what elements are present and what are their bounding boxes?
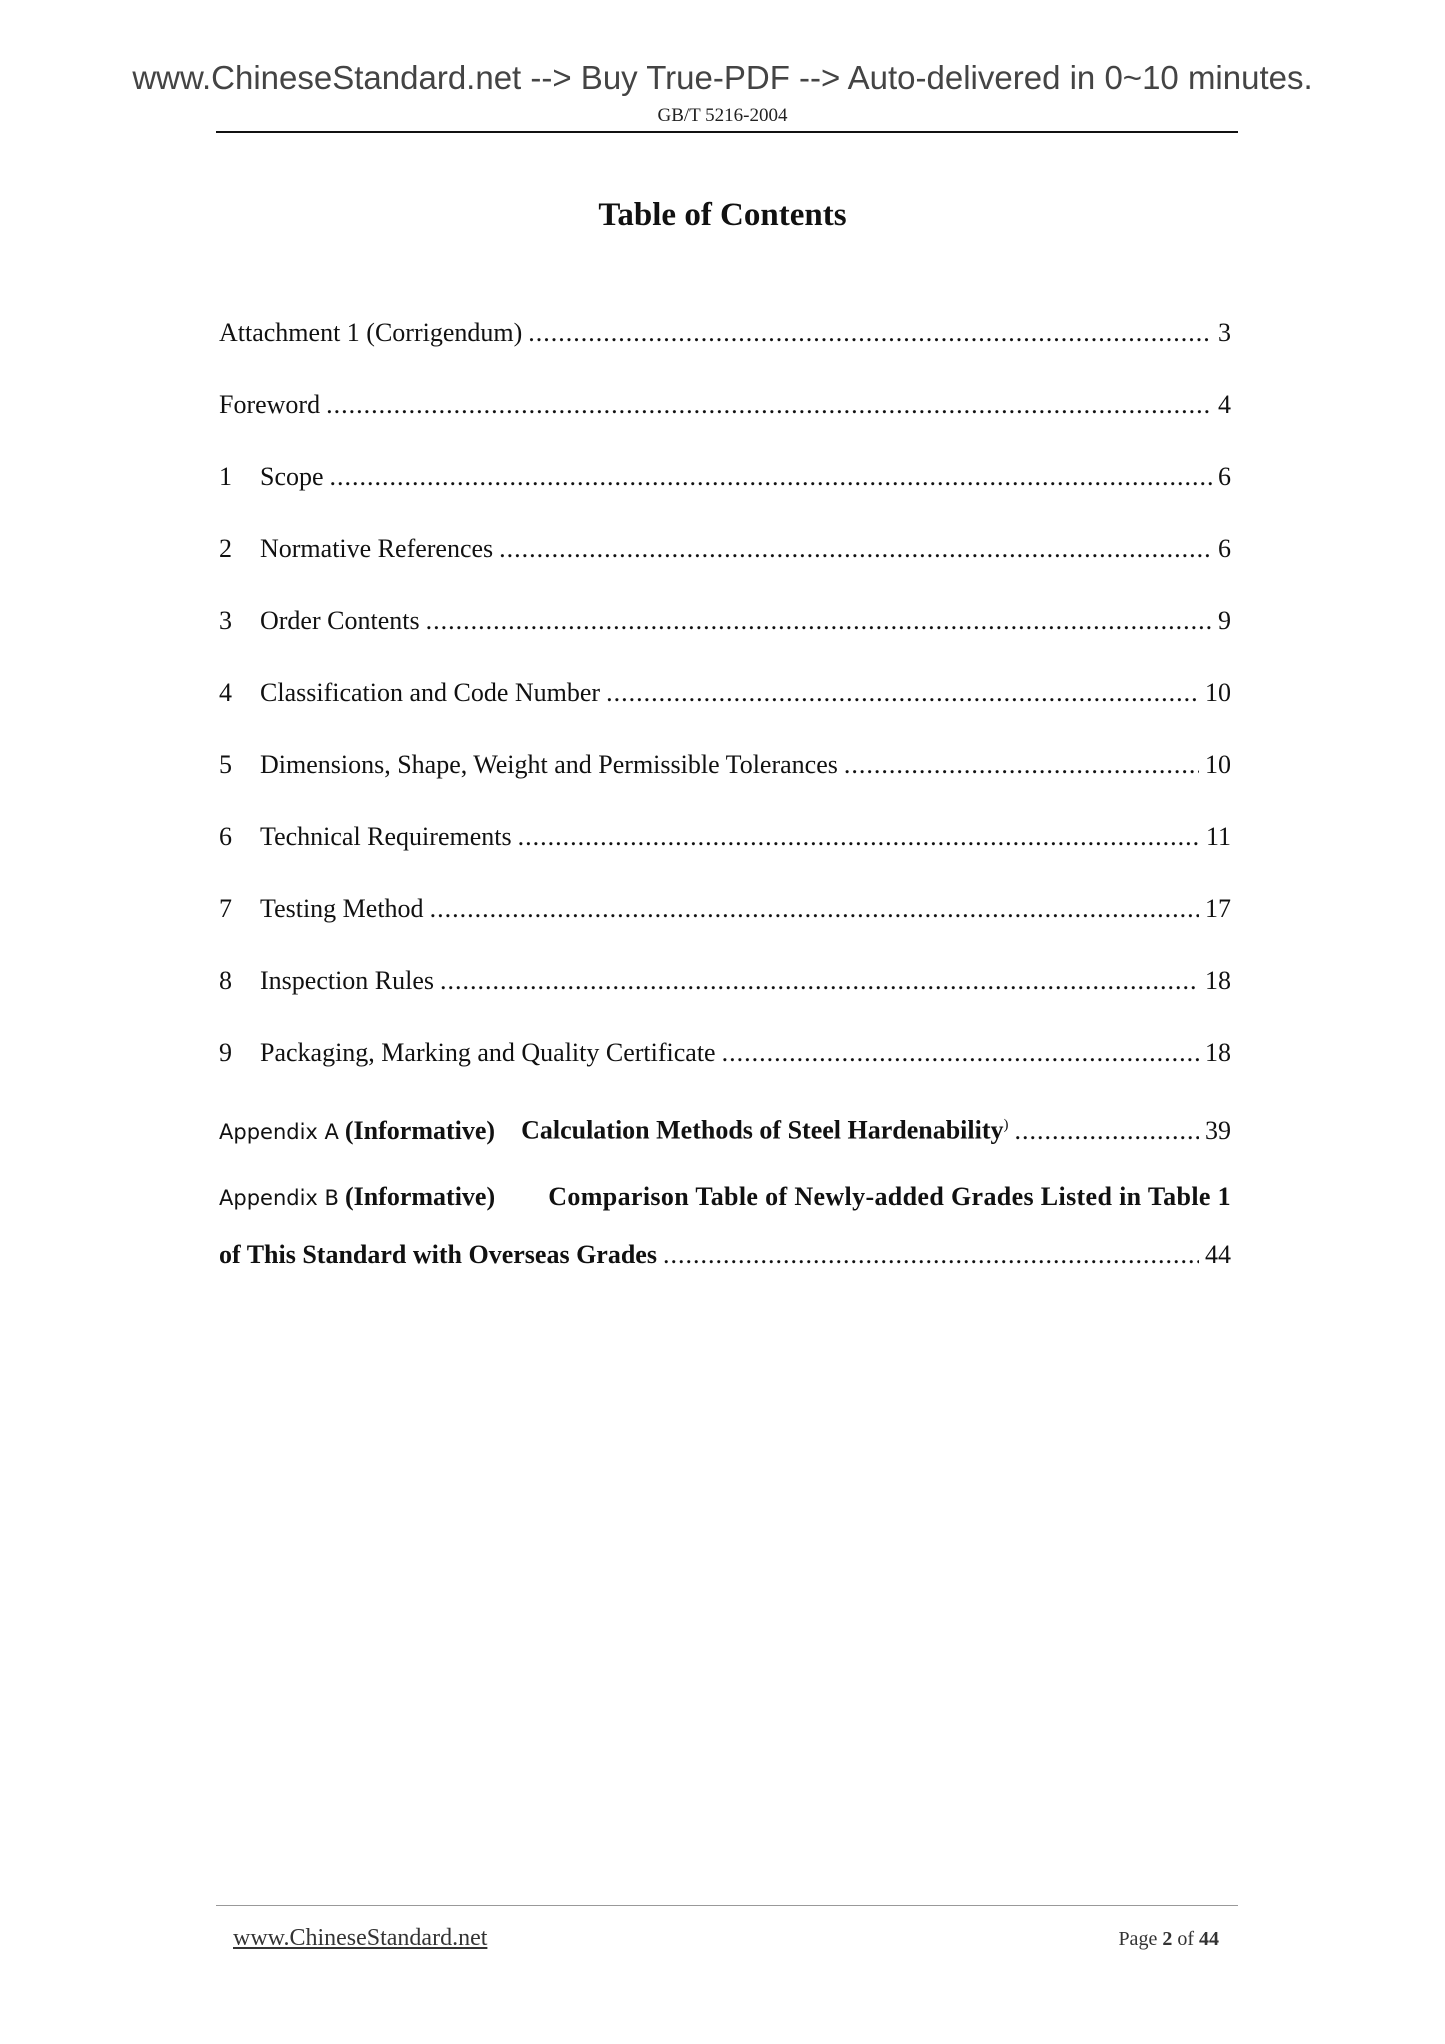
toc-entry-label: Order Contents	[260, 606, 420, 635]
dot-leader	[440, 961, 1199, 1001]
toc-entry-page: 9	[1218, 606, 1231, 635]
toc-entry-page: 11	[1205, 822, 1231, 851]
toc-entry-page: 39	[1205, 1115, 1231, 1145]
dot-leader	[663, 1235, 1199, 1275]
toc-entry-classification[interactable]	[219, 673, 1231, 713]
appendix-prefix: Appendix A	[219, 1119, 339, 1144]
toc-entry-label: Classification and Code Number	[260, 678, 601, 707]
toc-entry-normative-references[interactable]	[219, 529, 1231, 569]
toc-entry-page: 6	[1218, 462, 1231, 491]
appendix-superscript: )	[1003, 1117, 1009, 1133]
appendix-tag: (Informative)	[344, 1115, 496, 1145]
toc-entry-page: 6	[1218, 534, 1231, 563]
toc-entry-label: Inspection Rules	[260, 966, 435, 995]
toc-entry-order-contents[interactable]	[219, 601, 1231, 641]
toc-entry-packaging[interactable]	[219, 1033, 1231, 1073]
dot-leader	[426, 601, 1212, 641]
header-divider	[216, 131, 1238, 133]
page-prefix: Page	[1118, 1928, 1158, 1950]
toc-entry-number: 6	[219, 822, 232, 851]
source-banner: www.ChineseStandard.net --> Buy True-PDF --> Auto-delivered in 0~10 minutes.	[132, 59, 1313, 96]
toc-entry-page: 10	[1205, 678, 1231, 707]
toc-entry-label	[219, 1177, 1231, 1218]
page-total: 44	[1199, 1928, 1219, 1950]
appendix-tag: (Informative)	[344, 1182, 496, 1211]
toc-entry-label: Packaging, Marking and Quality Certificate	[260, 1038, 716, 1067]
dot-leader	[528, 313, 1212, 353]
toc-entry-dimensions[interactable]	[219, 745, 1231, 785]
toc-entry-appendix-a[interactable]	[219, 1105, 1231, 1145]
toc-entry-page: 4	[1218, 390, 1231, 419]
dot-leader	[430, 889, 1199, 929]
toc-entry-label: Dimensions, Shape, Weight and Permissible Tolerances	[260, 750, 838, 779]
footer-divider	[216, 1905, 1238, 1906]
toc-entry-label: Testing Method	[260, 894, 424, 923]
appendix-prefix: Appendix B	[219, 1186, 339, 1210]
toc-entry-number: 4	[219, 678, 232, 707]
appendix-heading	[219, 1177, 521, 1218]
toc-entry-label: Foreword	[219, 390, 321, 419]
dot-leader	[499, 529, 1212, 569]
toc-entry-appendix-b-line2[interactable]	[219, 1235, 1231, 1275]
toc-entry-technical-requirements[interactable]	[219, 817, 1231, 857]
appendix-title: Calculation Methods of Steel Hardenability	[521, 1115, 1004, 1145]
toc-entry-number: 1	[219, 462, 232, 491]
toc-entry-number: 9	[219, 1038, 232, 1067]
toc-entry-label: Normative References	[260, 534, 494, 563]
toc-entry-scope[interactable]	[219, 457, 1231, 497]
toc-entry-number: 3	[219, 606, 232, 635]
dot-leader	[844, 745, 1199, 785]
dot-leader	[606, 673, 1199, 713]
toc-entry-page: 10	[1205, 750, 1231, 779]
page-number	[1118, 1925, 1219, 1953]
toc-entry-inspection-rules[interactable]	[219, 961, 1231, 1001]
footer-site-link[interactable]: www.ChineseStandard.net	[233, 1925, 488, 1951]
appendix-title-line2: of This Standard with Overseas Grades	[219, 1240, 657, 1269]
toc-entry-attachment[interactable]	[219, 313, 1231, 353]
standard-code: GB/T 5216-2004	[657, 105, 788, 126]
toc-entry-label: Scope	[260, 462, 324, 491]
toc-entry-page: 17	[1205, 894, 1231, 923]
toc-entry-label: Technical Requirements	[260, 822, 512, 851]
toc-entry-number: 8	[219, 966, 232, 995]
toc-entry-page: 44	[1205, 1240, 1231, 1269]
toc-entry-page: 18	[1205, 966, 1231, 995]
page-current: 2	[1162, 1928, 1173, 1950]
dot-leader	[1015, 1111, 1199, 1151]
toc-entry-foreword[interactable]	[219, 385, 1231, 425]
toc-entry-number: 7	[219, 894, 232, 923]
toc-entry-page: 3	[1218, 318, 1231, 347]
toc-entry-number: 5	[219, 750, 232, 779]
dot-leader	[326, 385, 1212, 425]
dot-leader	[518, 817, 1200, 857]
toc-entry-testing-method[interactable]	[219, 889, 1231, 929]
toc-entry-appendix-b-line1[interactable]	[219, 1177, 1231, 1217]
toc-entry-label: Attachment 1 (Corrigendum)	[219, 318, 523, 347]
toc-entry-label	[219, 1105, 1009, 1152]
appendix-title-line1: Comparison Table of Newly-added Grades Listed in Table 1	[548, 1182, 1231, 1211]
dot-leader	[722, 1033, 1199, 1073]
page-of: of	[1177, 1928, 1194, 1950]
page-title: Table of Contents	[598, 197, 847, 233]
toc-entry-page: 18	[1205, 1038, 1231, 1067]
toc-entry-number: 2	[219, 534, 232, 563]
dot-leader	[330, 457, 1212, 497]
